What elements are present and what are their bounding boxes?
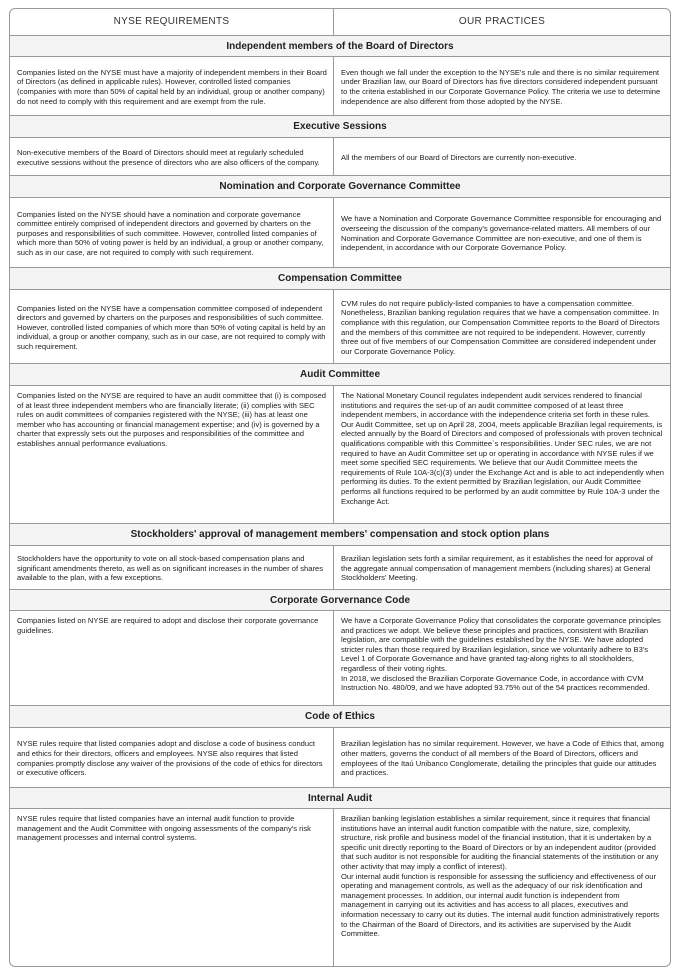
section-title: Independent members of the Board of Directors xyxy=(10,36,670,57)
section-title: Nomination and Corporate Governance Committee xyxy=(10,176,670,198)
our-practice-text xyxy=(334,809,670,966)
section-title: Audit Committee xyxy=(10,364,670,386)
paragraph: We have a Nomination and Corporate Governance Committee responsible for encouraging and overseeing the discussion of the company's governance-related matters. All members of our Nomination and Corporate Governance Committee are non-executive, and one of them is independent, in accordance with our Corporate Governance Policy. xyxy=(341,214,662,253)
paragraph: In 2018, we disclosed the Brazilian Corporate Governance Code, in accordance with CVM Instruction No. 480/09, and we have adopted 93.75% out of the 54 practices recommended. xyxy=(341,673,650,693)
section-row xyxy=(10,809,670,966)
paragraph: Our internal audit function is responsible for assessing the sufficiency and effectiveness of our operating and management controls, as well as the adequacy of our risk identification and management processes. In addition, our internal audit function is independent from management in carrying out its activities and has access to all places, executives and information necessary to carry out its duties. The internal audit function administratively reports to the Chairman of the Board of Directors, and its activities are supervised by the Audit Committee. xyxy=(341,871,660,939)
nyse-requirement-text xyxy=(10,290,334,363)
section-title: Compensation Committee xyxy=(10,268,670,290)
nyse-requirement-text xyxy=(10,386,334,523)
paragraph: NYSE rules require that listed companies adopt and disclose a code of business conduct and ethics for their directors, officers and employees. NYSE also requires that listed companies promptly disclose any waiver of the provisions of the code of ethics for directors or executive officers. xyxy=(17,739,323,778)
paragraph: Non-executive members of the Board of Directors should meet at regularly scheduled executive sessions without the presence of directors who are also officers of the company. xyxy=(17,147,320,167)
paragraph: Brazilian legislation sets forth a similar requirement, as it establishes the need for approval of the aggregate annual compensation of management members (including shares) at General Stockholders' Meeting. xyxy=(341,554,653,583)
section-row xyxy=(10,290,670,364)
section-title: Code of Ethics xyxy=(10,706,670,728)
our-practice-text xyxy=(334,290,670,363)
our-practice-text xyxy=(334,198,670,267)
section-title: Internal Audit xyxy=(10,788,670,809)
nyse-requirement-text xyxy=(10,57,334,115)
section-row xyxy=(10,138,670,176)
section-title: Stockholders' approval of management members' compensation and stock option plans xyxy=(10,524,670,546)
section-row xyxy=(10,728,670,788)
section-row xyxy=(10,198,670,268)
paragraph: Brazilian legislation has no similar requirement. However, we have a Code of Ethics that, among other matters, governs the conduct of all members of the Board of Directors, officers and employees of the Itaú Unibanco Conglomerate, detailing the principles that guide our attitudes and practices. xyxy=(341,739,664,778)
governance-comparison-table xyxy=(9,8,671,967)
section-row xyxy=(10,386,670,524)
paragraph: We have a Corporate Governance Policy that consolidates the corporate governance principles and practices we adopt. We believe these principles and practices, consistent with Brazilian legislation, are compatible with the guidelines established by the NYSE. We have adopted stricter rules than those required by Brazilian legislation, since we voluntarily adhere to B3's Level 1 of Corporate Governance and have granted tag-along rights to all stockholders, regardless of their voting rights. xyxy=(341,616,661,673)
our-practice-text xyxy=(334,546,670,589)
paragraph: Companies listed on the NYSE should have a nomination and corporate governance committee entirely comprised of independent directors and governed by charters on the purposes and responsibilities of such committee. However, controlled listed companies of which more than 50% of voting power is held by an individual, a group or another company, such as in our case, are not required to comply with such requirement. xyxy=(17,209,324,257)
section-row xyxy=(10,611,670,706)
section-title: Executive Sessions xyxy=(10,116,670,138)
paragraph: Even though we fall under the exception to the NYSE's rule and there is no similar requirement under Brazilian law, our Board of Directors has five directors considered independent pursuant to the criteria established in our Corporate Governance Policy. The criteria we use to determine independence are also different from those adopted by the NYSE. xyxy=(341,67,661,106)
paragraph: The National Monetary Council regulates independent audit services rendered to financial institutions and requires the set-up of an audit committee composed of at least three independent members, in accordance with the independence criteria set forth in these rules. Our Audit Committee, set up on April 28, 2004, meets applicable Brazilian legal requirements, is elected annually by the Board of Directors and composed of professionals with proven technical qualifications compatible with this Committee`s responsibilities. Under SEC rules, we are not required to have an Audit Committee set up or operating in accordance with NYSE rules if we meet some specified SEC requirements. We believe that our Audit Committee meets the requirements of Rule 10A-3(c)(3) under the Exchange Act and is able to act independently when performing its duties. To the extent permitted by Brazilian legislation, our Audit Committee performs all functions required to be performed by an audit committee by Rule 10A-3 under the Exchange Act. xyxy=(341,391,664,506)
table-header xyxy=(10,9,670,36)
paragraph: Companies listed on the NYSE are required to have an audit committee that (i) is composed of at least three independent members who are financially literate; (ii) complies with SEC rules on audit committees of companies registered with the NYSE; (iii) has at least one member who has accounting or financial management expertise; and (iv) is governed by a charter that expressly sets out the purposes and responsibilities of the committee and establishes annual performance evaluations. xyxy=(17,391,326,448)
paragraph: NYSE rules require that listed companies have an internal audit function to provide management and the Audit Committee with ongoing assessments of the company's risk management processes and internal control systems. xyxy=(17,814,311,843)
paragraph: All the members of our Board of Directors are currently non-executive. xyxy=(341,152,577,162)
nyse-requirement-text xyxy=(10,546,334,589)
our-practice-text xyxy=(334,611,670,705)
our-practice-text xyxy=(334,138,670,175)
nyse-requirement-text xyxy=(10,611,334,705)
paragraph: Stockholders have the opportunity to vote on all stock-based compensation plans and significant amendments thereto, as well as on significant increases in the number of shares available to the plan, with a few exceptions. xyxy=(17,554,324,583)
nyse-requirement-text xyxy=(10,728,334,787)
paragraph: Companies listed on the NYSE have a compensation committee composed of independent directors and governed by charters on the purposes and responsibilities of such committee. However, controlled listed companies of which more than 50% of voting capital is held by an individual, a group or another company, such as in our case, are not required to comply with such requirement. xyxy=(17,303,326,351)
nyse-requirement-text xyxy=(10,809,334,966)
our-practice-text xyxy=(334,728,670,787)
paragraph: Companies listed on the NYSE must have a majority of independent members in their Board of Directors (as defined in applicable rules). However, controlled listed companies (companies with more than 50% of capital held by an individual, group or another company) do not need to comply with this requirement and are exempt from the rule. xyxy=(17,67,327,106)
paragraph: Brazilian banking legislation establishes a similar requirement, since it requires that financial institutions have an internal audit function compatible with the nature, size, complexity, structure, risk profile and business model of the financial institution, that it is undertaken by a specific unit directly reporting to the Board of Directors or by an independent auditor (provided that such auditor is not responsible for auditing the financial statements of the institution or any other activity that may imply a conflict of interest). xyxy=(341,814,659,871)
our-practice-text xyxy=(334,57,670,115)
header-our-practices: OUR PRACTICES xyxy=(458,16,546,27)
section-row xyxy=(10,546,670,590)
section-row xyxy=(10,57,670,116)
paragraph: CVM rules do not require publicly-listed companies to have a compensation committee. Nonetheless, Brazilian banking regulation requires that we have a compensation committee. In compliance with this regulation, our Compensation Committee reports to the Board of Directors and the members of this committee are not required to be independent. However, currently three out of five members of our Compensation Committee are considered independent under our Corporate Governance Policy. xyxy=(341,298,660,356)
section-title: Corporate Gorvernance Code xyxy=(10,590,670,611)
nyse-requirement-text xyxy=(10,138,334,175)
paragraph: Companies listed on NYSE are required to adopt and disclose their corporate governance guidelines. xyxy=(17,616,319,635)
our-practice-text xyxy=(334,386,670,523)
header-nyse-requirements: NYSE REQUIREMENTS xyxy=(10,9,334,35)
nyse-requirement-text xyxy=(10,198,334,267)
